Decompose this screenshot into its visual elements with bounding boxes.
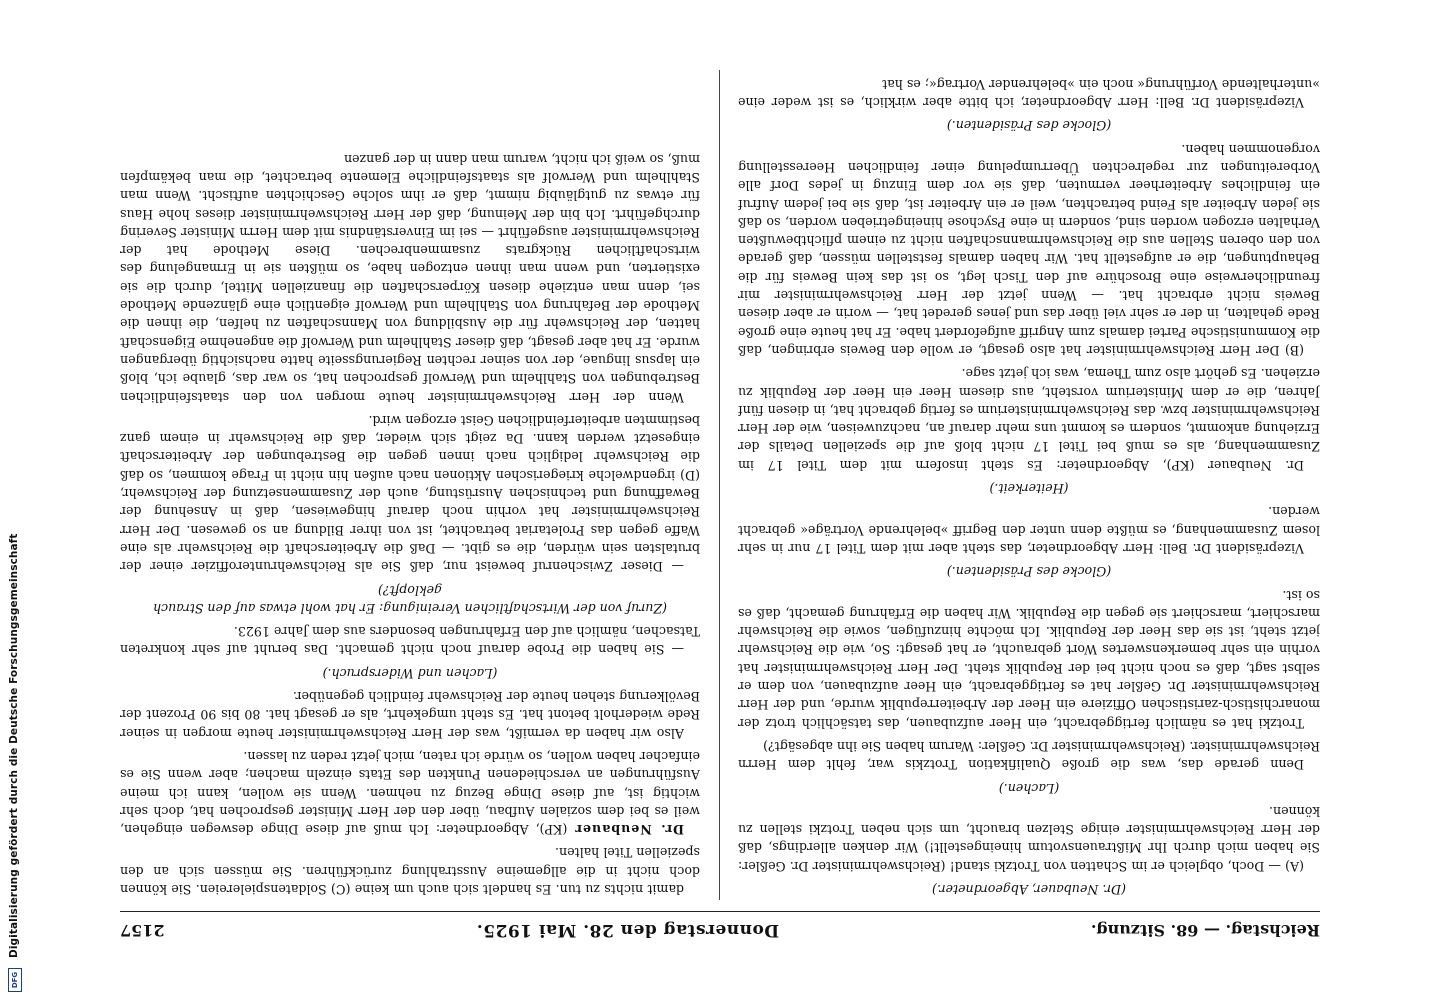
page-content-rotated bbox=[100, 60, 1340, 940]
page-header bbox=[120, 911, 1320, 940]
paragraph-text: (KP), Abgeordneter: Ich muß auf diese Dinge deswegen eingehen, weil es bei dem sozialen Aufbau, über den der Herr Minister gesprochen hat, doch sehr wichtig ist, auf diese Dinge Bezug zu nehmen. Wenn sie wollen, kann ich meine Ausführungen an verschiedenen Punkten des Etats einzeln machen; aber wenn Sie es einfacher haben wollen, so würde ich raten, mich jetzt reden zu lassen. bbox=[120, 748, 700, 838]
paragraph: Trotzki hat es nämlich fertiggebracht, ein Heer aufzubauen, das tatsächlich trotz der monarchistisch-zaristischen Offiziere ein Heer der Arbeiterrepublik wurde, und der Herr Reichswehrminister Dr. Geßler hat es fertiggebracht, ein Heer aufzubauen, von dem er selbst sagt, daß es noch nicht bei der Republik steht. Der Herr Reichswehrminister hat vorhin ein sehr bemerkenswertes Wort gebraucht, er hat gesagt: So, wie die Reichswehr jetzt steht, ist sie das Heer der Republik. Ich möchte hinzufügen, sowie die Reichswehr marschiert, marschiert sie gegen die Republik. Wir haben die Erfahrung gemacht, daß es so ist. bbox=[738, 587, 1320, 731]
left-column bbox=[738, 68, 1320, 898]
paragraph: Denn gerade das, was die große Qualifikation Trotzkis war, fehlt dem Herrn Reichswehrminister. (Reichswehrminister Dr. Geßler: Warum haben Sie ihn abgesägt?) bbox=[738, 738, 1320, 773]
paragraph: Also wir haben da vermißt, was der Herr Reichswehrminister heute morgen in seiner Rede wiederholt betont hat. Es steht umgekehrt, als er gesagt hat. 80 bis 90 Prozent der Bevölkerung stehen heute der Reichswehr feindlich gegenüber. bbox=[120, 689, 700, 741]
dfg-logo: DFG bbox=[8, 968, 22, 992]
speaker-paragraph bbox=[120, 747, 700, 838]
paragraph: (A) — Doch, obgleich er im Schatten von Trotzki stand! (Reichswehrminister Dr. Geßler: Sie haben mich durch Ihr Mißtrauensvotum hineingestellt!) Wir denken allerdings, daß der Herr Reichswehrminister einige Stelzen braucht, um sich neben Trotzki stellen zu können. bbox=[738, 803, 1320, 874]
right-column bbox=[120, 68, 700, 898]
stage-direction: (Heiterkeit.) bbox=[989, 481, 1069, 497]
digitization-note bbox=[8, 0, 22, 1000]
paragraph: (B) Der Herr Reichswehrminister hat also gesagt, er wolle den Beweis erbringen, daß die Kommunistische Partei damals zum Angriff aufgefordert habe. Er hat heute eine große Rede gehalten, in der er sehr viel über das und jenes geredet hat, — worin er aber diesen Beweis nicht erbracht hat. — Wenn jetzt der Herr Reichswehrminister mir freundlicherweise eine Broschüre auf den Tisch legt, so ist das kein Beweis für die Behauptungen, die er aufgestellt hat. Wir haben damals feststellen müssen, daß gerade von den oberen Stellen aus die Reichswehrmannschaften nicht zu einem pflichtbewußten Verhalten erzogen worden sind, sondern in eine Psychose hineingetrieben worden, so daß sie jeden Arbeiter als Feind betrachten, weil er ein Arbeiter ist, daß sie bei jedem Aufruf ein feindliches Arbeiterheer vermuten, daß sie vor dem Einzug in jedes Dorf alle Vorbereitungen zur regelrechten Überrumpelung einer feindlichen Heeresstellung vorgenommen haben. bbox=[738, 141, 1320, 358]
paragraph: — Dieser Zwischenruf beweist nur, daß Sie als Reichswehrunteroffizier einer der brutalsten sein würden, die es gibt. — Daß die Arbeiterschaft die Reichswehr als eine Waffe gegen das Proletariat betrachtet, ist von ihrer Bildung an so gewesen. Der Herr Reichswehrminister hat vorhin noch darauf hingewiesen, daß in Ansehung der Bewaffnung und technischen Ausrüstung, auch der Zusammensetzung der Reichswehr, (D) irgendwelche kriegerischen Aktionen nach außen hin nicht in Frage kommen, so daß die Reichswehr lediglich nach innen gegen die Bestrebungen der Arbeiterschaft eingesetzt werden kann. Da zeigt sich wieder, daß die Reichswehr in einem ganz bestimmten arbeiterfeindlichen Geist erzogen wird. bbox=[120, 412, 700, 575]
stage-direction: (Lachen.) bbox=[998, 780, 1060, 796]
paragraph: — Sie haben die Probe darauf noch nicht gemacht. Das beruht auf sehr konkreten Tatsachen, nämlich auf den Erfahrungen besonders aus dem Jahre 1923. bbox=[120, 624, 700, 658]
digitization-credit: Digitalisierung gefördert durch die Deutsche Forschungsgemeinschaft bbox=[8, 533, 20, 958]
paragraph: Wenn der Herr Reichswehrminister heute morgen von den staatsfeindlichen Bestrebungen von Stahlhelm und Werwolf gesprochen hat, so war das, glaube ich, bloß ein lapsus linguae, der von seiner rechten Regierungsseite hatte nachsichtig übergangen wurde. Er hat aber gesagt, daß dieser Stahlhelm und Werwolf die angenehme Eigenschaft hatten, der Reichswehr für die Ausbildung von Mannschaften zu helfen, die ihnen die Methode der Befahrung von Stahlhelm und Werwolf eigentlich eine glänzende Methode sei, denn man entziehe diesen Körperschaften die finanziellen Mittel, durch die sie existierten, und wenn man ihnen entzogen habe, so müßten sie in Ermangelung des wirtschaftlichen Rückgrats zusammenbrechen. Diese Methode hat der Reichswehrminister ausgeführt — sei im Einverständnis mit dem Herrn Minister Severing durchgeführt. Ich bin der Meinung, daß der Herr Reichswehrminister dieses hohe Haus für etwas zu gutgläubig nimmt, daß er ihm solche Geschichten auftischt. Wenn man Stahlhelm und Werwolf als staatsfeindliche Elemente betrachtet, die man bekämpfen muß, so weiß ich nicht, warum man dann in der ganzen bbox=[120, 151, 700, 405]
paragraph: Vizepräsident Dr. Bell: Herr Abgeordneter, das steht aber mit dem Titel 17 nur in sehr losem Zusammenhang, es müßte denn unter den Begriff »belehrende Vorträge« gebracht werden. bbox=[738, 504, 1320, 556]
paragraph: (Dr. Neubauer, Abgeordneter.) bbox=[932, 882, 1126, 897]
stage-direction: (Zuruf von der Wirtschaftlichen Vereinigung: Er hat wohl etwas auf den Strauch geklopft?) bbox=[152, 582, 668, 616]
column-divider bbox=[719, 70, 720, 900]
paragraph: Vizepräsident Dr. Bell: Herr Abgeordneter, ich bitte aber wirklich, es ist weder eine »unterhaltende Vorführung« noch ein »belehrender Vortrag«; es hat bbox=[738, 76, 1320, 111]
stage-direction: (Glocke des Präsidenten.) bbox=[946, 564, 1112, 580]
stage-direction: (Lachen und Widerspruch.) bbox=[322, 665, 498, 681]
speaker-name: Dr. Neubauer bbox=[574, 822, 684, 838]
page-number: 2157 bbox=[120, 921, 165, 940]
session-title: Reichstag. — 68. Sitzung. bbox=[1090, 921, 1320, 940]
paragraph: damit nichts zu tun. Es handelt sich auch um keine (C) Soldatenspielereien. Sie können doch nicht in die allgemeine Ausstrahlung zurückführen. Sie müssen sich an den speziellen Titel halten. bbox=[120, 845, 700, 897]
stage-direction: (Glocke des Präsidenten.) bbox=[946, 118, 1112, 134]
session-date: Donnerstag den 28. Mai 1925. bbox=[476, 920, 780, 940]
scanned-page bbox=[100, 60, 1340, 940]
paragraph: Dr. Neubauer (KP), Abgeordneter: Es steht insofern mit dem Titel 17 im Zusammenhang, als es muß bei Titel 17 nicht bloß auf die speziellen Details der Erziehung ankommt, sondern es kommt uns mehr darauf an, nachzuweisen, wie der Herr Reichswehrminister bzw. das Reichswehrministerium es fertig gebracht hat, in diesen fünf Jahren, die er dem Ministerium vorsteht, aus diesem Heer ein Heer der Republik zu erziehen. Es gehört also zum Thema, was ich jetzt sage. bbox=[738, 366, 1320, 473]
